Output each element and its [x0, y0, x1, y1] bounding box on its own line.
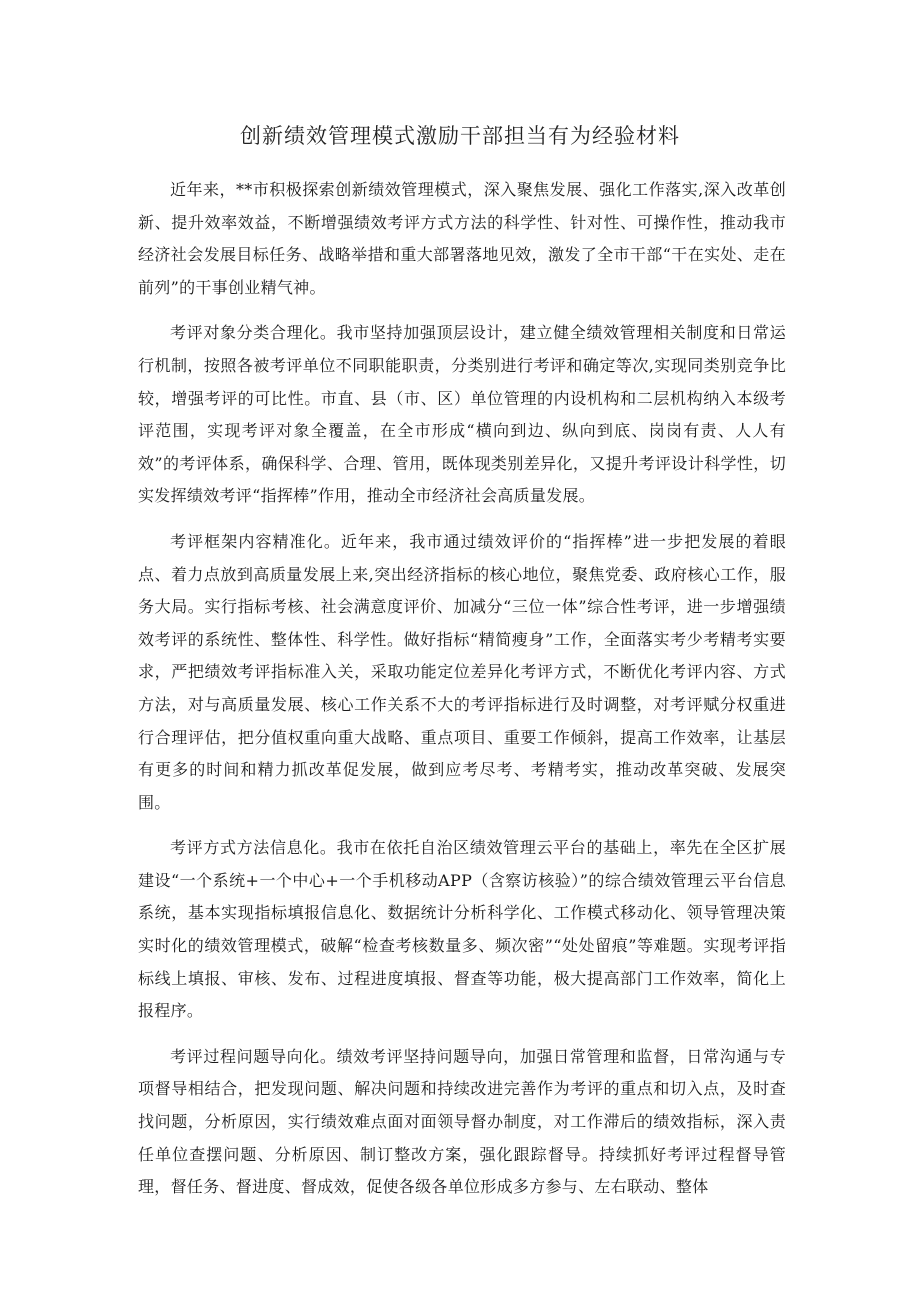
document-body — [138, 174, 786, 1217]
paragraph-assessment-methods: 考评方式方法信息化。我市在依托自治区绩效管理云平台的基础上，率先在全区扩展建设“一个系统+一个中心+一个手机移动APP（含察访核验）”的综合绩效管理云平台信息系统，基本实现指标填报信息化、数据统计分析科学化、工作模式移动化、领导管理决策实时化的绩效管理模式，破解“检查考核数量多、频次密”“处处留痕”等难题。实现考评指标线上填报、审核、发布、过程进度填报、督查等功能，极大提高部门工作效率，简化上报程序。 — [138, 838, 786, 1021]
document-title: 创新绩效管理模式激励干部担当有为经验材料 — [240, 124, 680, 148]
paragraph-assessment-framework: 考评框架内容精准化。近年来，我市通过绩效评价的“指挥棒”进一步把发展的着眼点、着力点放到高质量发展上来,突出经济指标的核心地位，聚焦党委、政府核心工作，服务大局。实行指标考核、社会满意度评价、加减分“三位一体”综合性考评，进一步增强绩效考评的系统性、整体性、科学性。做好指标“精简瘦身”工作，全面落实考少考精考实要求，严把绩效考评指标准入关，采取功能定位差异化考评方式，不断优化考评内容、方式方法，对与高质量发展、核心工作关系不大的考评指标进行及时调整，对考评赋分权重进行合理评估，把分值权重向重大战略、重点项目、重要工作倾斜，提高工作效率，让基层有更多的时间和精力抓改革促发展，做到应考尽考、考精考实，推动改革突破、发展突围。 — [138, 531, 786, 812]
paragraph-assessment-targets: 考评对象分类合理化。我市坚持加强顶层设计，建立健全绩效管理相关制度和日常运行机制，按照各被考评单位不同职能职责，分类别进行考评和确定等次,实现同类别竞争比较，增强考评的可比性。市直、县（市、区）单位管理的内设机构和二层机构纳入本级考评范围，实现考评对象全覆盖，在全市形成“横向到边、纵向到底、岗岗有责、人人有效”的考评体系，确保科学、合理、管用，既体现类别差异化，又提升考评设计科学性，切实发挥绩效考评“指挥棒”作用，推动全市经济社会高质量发展。 — [138, 323, 786, 506]
paragraph-assessment-process: 考评过程问题导向化。绩效考评坚持问题导向，加强日常管理和监督，日常沟通与专项督导相结合，把发现问题、解决问题和持续改进完善作为考评的重点和切入点，及时查找问题，分析原因，实行绩效难点面对面领导督办制度，对工作滞后的绩效指标，深入责任单位查摆问题、分析原因、制订整改方案，强化跟踪督导。持续抓好考评过程督导管理，督任务、督进度、督成效，促使各级各单位形成多方参与、左右联动、整体 — [138, 1046, 786, 1197]
paragraph-intro: 近年来，**市积极探索创新绩效管理模式，深入聚焦发展、强化工作落实,深入改革创新、提升效率效益，不断增强绩效考评方式方法的科学性、针对性、可操作性，推动我市经济社会发展目标任务、战略举措和重大部署落地见效，激发了全市干部“干在实处、走在前列”的干事创业精气神。 — [138, 180, 786, 297]
